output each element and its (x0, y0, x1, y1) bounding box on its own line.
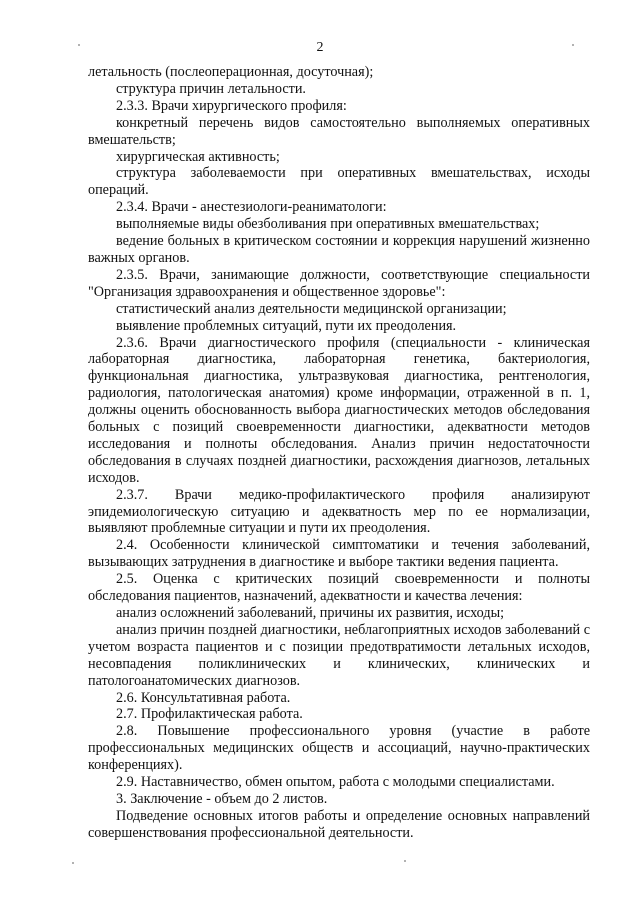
document-body (88, 64, 590, 842)
page-number: 2 (316, 40, 324, 55)
scan-speck (404, 860, 406, 862)
section-heading: 2.7. Профилактическая работа. (116, 706, 303, 723)
paragraph: структура заболеваемости при оперативных вмешательствах, исходы операций. (88, 165, 590, 199)
section-heading: 2.3.7. Врачи медико-профилактического профиля анализируют эпидемиологическую ситуацию и адекватность мер по ее нормализации, выявляют проблемные ситуации и пути их преодоления. (88, 486, 590, 537)
paragraph: хирургическая активность; (116, 148, 280, 165)
paragraph: летальность (послеоперационная, досуточная); (88, 64, 374, 80)
paragraph: анализ осложнений заболеваний, причины их развития, исходы; (116, 605, 505, 621)
section-heading: 2.4. Особенности клинической симптоматики и течения заболеваний, вызывающих затруднения в диагностике и выборе тактики ведения пациента. (88, 537, 590, 571)
section-heading: 2.9. Наставничество, обмен опытом, работа с молодыми специалистами. (116, 774, 555, 791)
section-heading: 2.3.5. Врачи, занимающие должности, соответствующие специальности "Организация здравоохранения и общественное здоровье": (88, 266, 590, 300)
paragraph: анализ причин поздней диагностики, неблагоприятных исходов заболеваний с учетом возраста пациентов и с позиции предотвратимости летальных исходов, несовпадения поликлинических и клинических, клинических и патологоанатомических диагнозов. (88, 621, 590, 689)
section-heading: 2.3.4. Врачи - анестезиологи-реаниматологи: (116, 199, 387, 216)
paragraph: выявление проблемных ситуаций, пути их преодоления. (116, 317, 457, 334)
paragraph: структура причин летальности. (116, 80, 306, 97)
scan-speck (78, 44, 80, 46)
paragraph: статистический анализ деятельности медицинской организации; (116, 300, 507, 317)
section-heading: 2.5. Оценка с критических позиций своевременности и полноты обследования пациентов, назначений, адекватности и качества лечения: (88, 571, 590, 605)
paragraph: выполняемые виды обезболивания при оперативных вмешательствах; (116, 216, 540, 233)
section-heading: 3. Заключение - объем до 2 листов. (116, 790, 328, 807)
section-heading: 2.8. Повышение профессионального уровня (участие в работе профессиональных медицинских обществ и ассоциаций, научно-практических конференциях). (88, 723, 590, 774)
section-heading: 2.3.3. Врачи хирургического профиля: (116, 97, 347, 114)
paragraph: конкретный перечень видов самостоятельно выполняемых оперативных вмешательств; (88, 114, 590, 148)
scan-speck (572, 44, 574, 46)
scan-speck (72, 862, 74, 864)
paragraph: ведение больных в критическом состоянии и коррекция нарушений жизненно важных органов. (88, 233, 590, 266)
section-heading: 2.3.6. Врачи диагностического профиля (специальности - клиническая лабораторная диагностика, лабораторная генетика, бактериология, функциональная диагностика, ультразвуковая диагностика, рентгенология, радиология, патологическая анатомия) кроме информации, отраженной в п. 1, должны оценить обоснованность выбора диагностических методов обследования больных с позиций своевременности диагностики, адекватности методов исследования и полноты обследования. Анализ причин недостаточности обследования в случаях поздней диагностики, расхождения диагнозов, летальных исходов. (88, 334, 590, 486)
section-heading: 2.6. Консультативная работа. (116, 689, 291, 706)
paragraph: Подведение основных итогов работы и определение основных направлений совершенствования профессиональной деятельности. (88, 807, 590, 841)
